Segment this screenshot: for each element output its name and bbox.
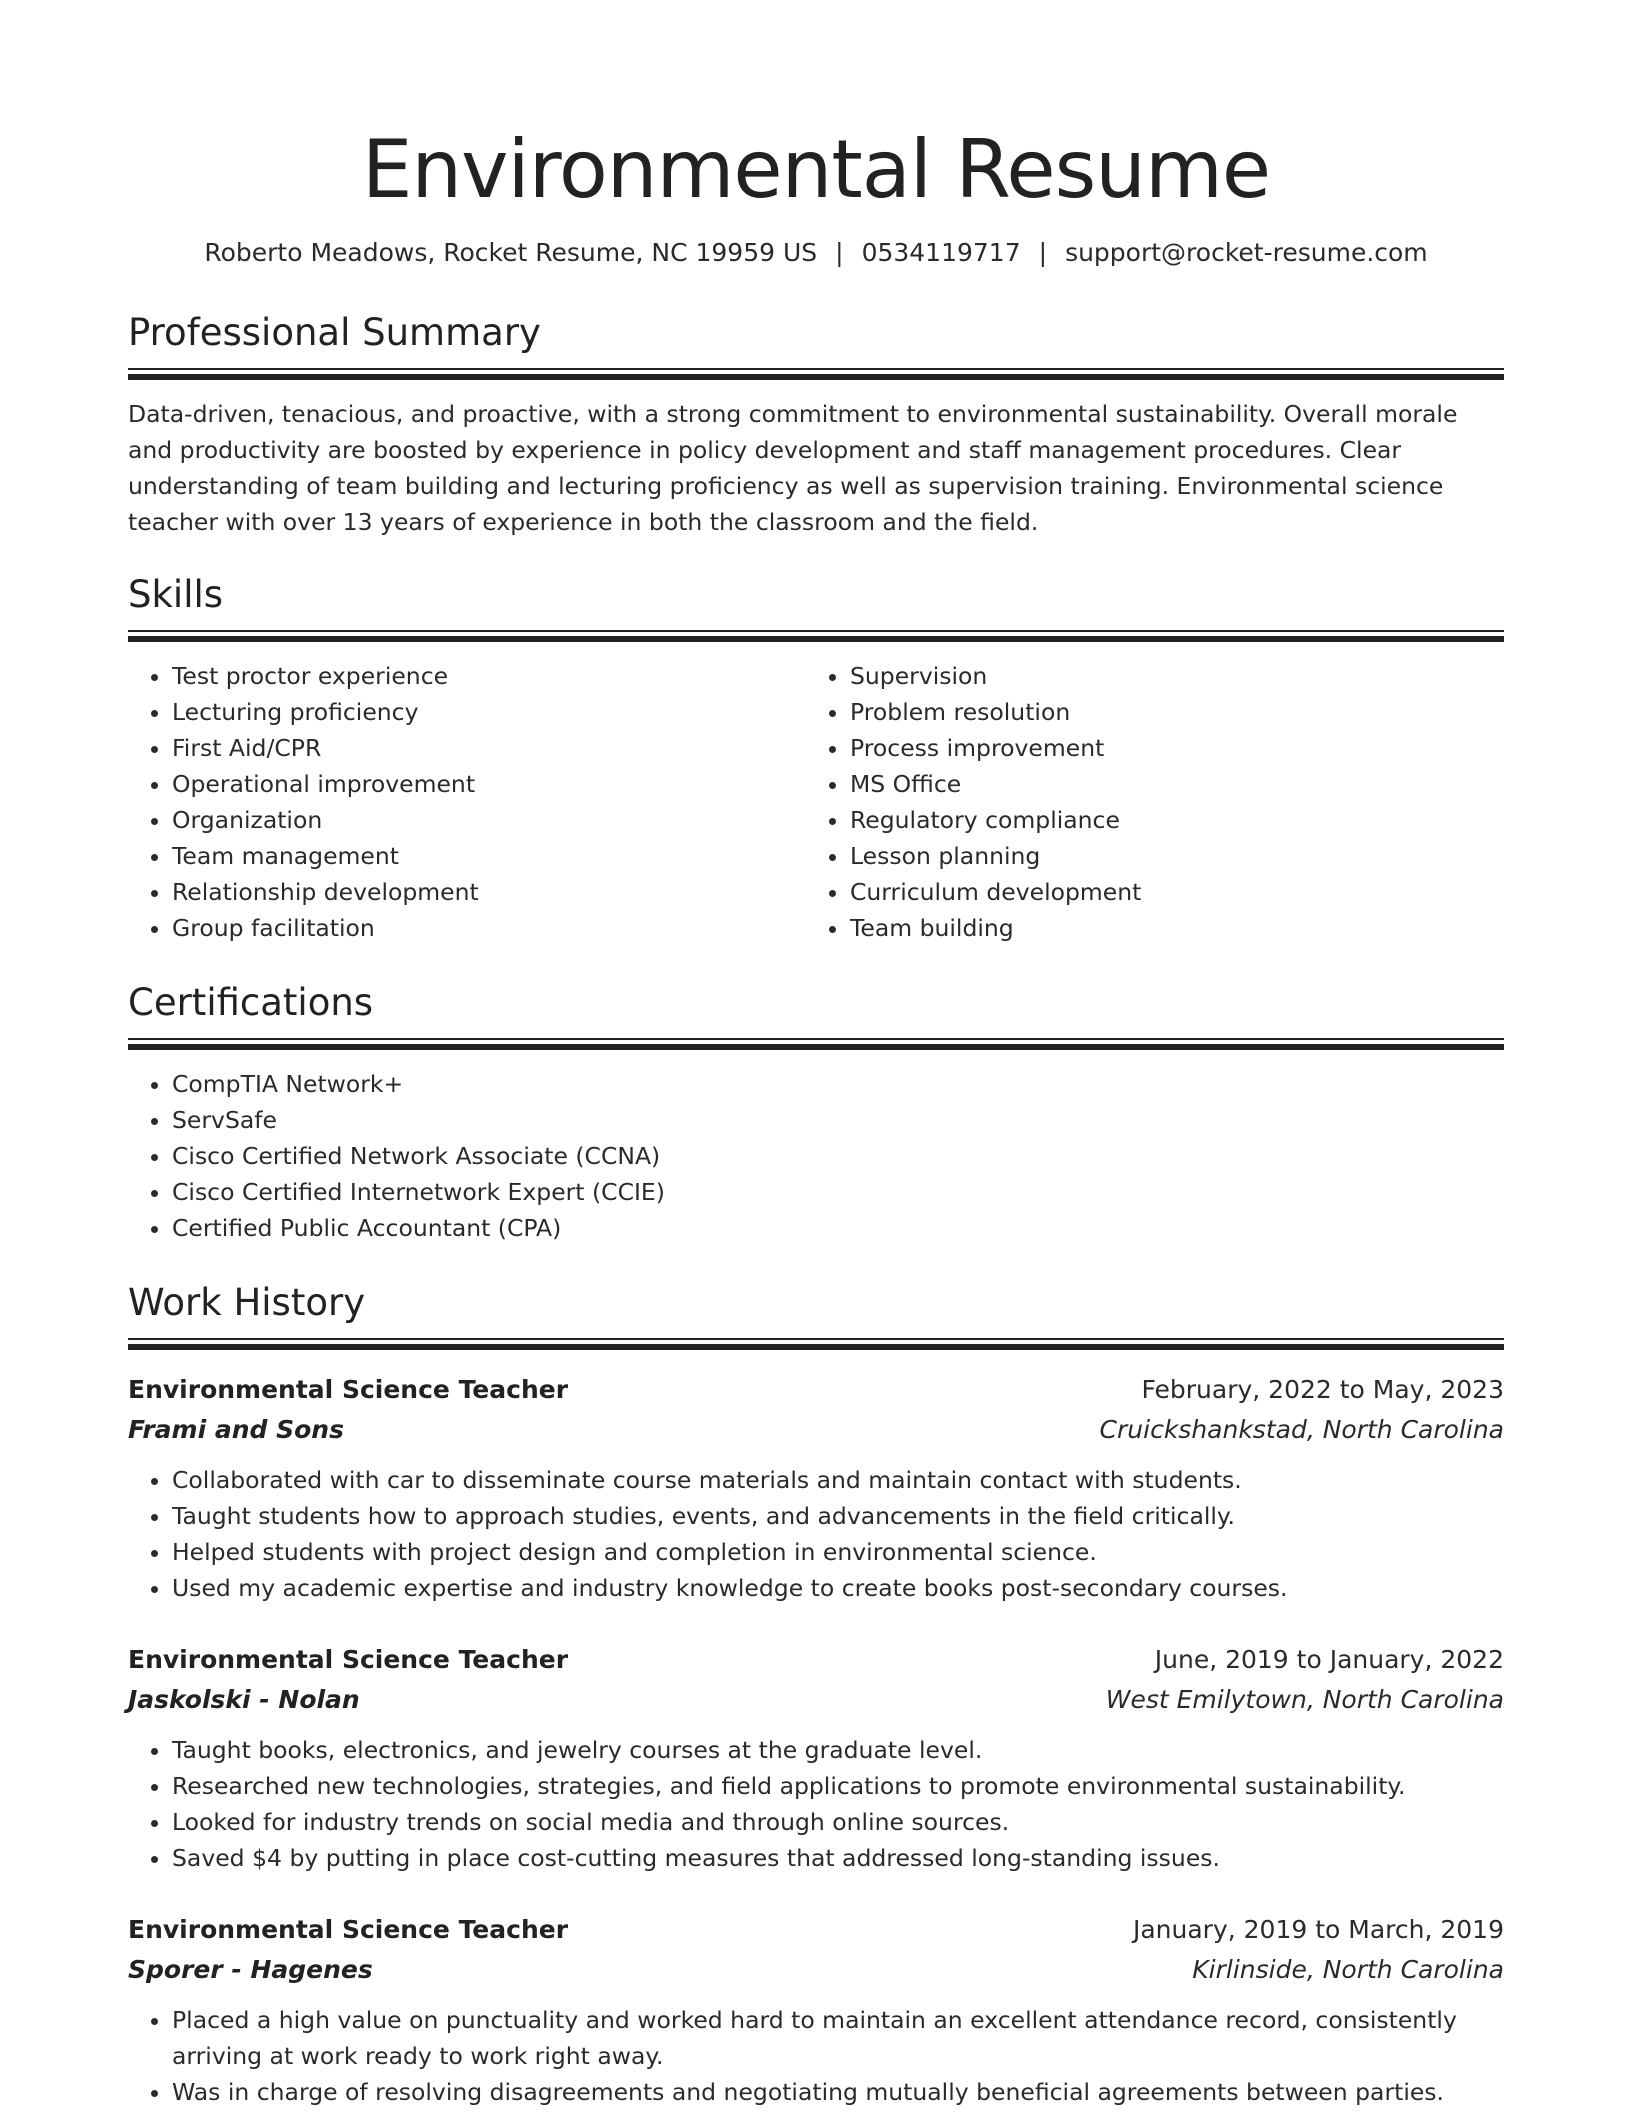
skill-item: • Lecturing proficiency: [172, 694, 806, 730]
job-company: Frami and Sons: [128, 1415, 344, 1444]
skills-list-right: [806, 658, 1484, 946]
job-header: [128, 1640, 1504, 1680]
job-dates: January, 2019 to March, 2019: [1132, 1915, 1504, 1944]
job-location: West Emilytown, North Carolina: [1105, 1685, 1504, 1714]
job-bullet: • Helped students with project design and completion in environmental science.: [172, 1534, 1504, 1570]
job-bullet: • Researched new technologies, strategies, and field applications to promote environmental sustainability.: [172, 1768, 1504, 1804]
skill-item: • First Aid/CPR: [172, 730, 806, 766]
job-location: Cruickshankstad, North Carolina: [1099, 1415, 1504, 1444]
skills-columns: [128, 658, 1504, 946]
section-divider: [128, 1338, 1504, 1352]
skill-item: • Supervision: [850, 658, 1484, 694]
job-bullets: [128, 1462, 1504, 1606]
job-bullet: • Looked for industry trends on social media and through online sources.: [172, 1804, 1504, 1840]
skill-item: • Test proctor experience: [172, 658, 806, 694]
job-bullet: • Taught books, electronics, and jewelry courses at the graduate level.: [172, 1732, 1504, 1768]
resume-title: Environmental Resume: [361, 123, 1271, 216]
job-dates: February, 2022 to May, 2023: [1141, 1375, 1504, 1404]
job-bullet: • Was in charge of resolving disagreements and negotiating mutually beneficial agreements between parties.: [172, 2074, 1504, 2110]
job-title: Environmental Science Teacher: [128, 1645, 569, 1674]
job-company: Jaskolski - Nolan: [128, 1685, 360, 1714]
section-divider: [128, 630, 1504, 644]
skill-item: • Process improvement: [850, 730, 1484, 766]
job-header: [128, 1910, 1504, 1950]
job-header: [128, 1370, 1504, 1410]
job-entry: [128, 1370, 1504, 1606]
skill-item: • Group facilitation: [172, 910, 806, 946]
section-divider: [128, 1038, 1504, 1052]
job-bullet: • Placed a high value on punctuality and worked hard to maintain an excellent attendance record, consistently arriving at work ready to work right away.: [172, 2002, 1504, 2074]
job-bullet: • Saved $4 by putting in place cost-cutting measures that addressed long-standing issues.: [172, 1840, 1504, 1876]
skill-item: • Operational improvement: [172, 766, 806, 802]
skill-item: • Team management: [172, 838, 806, 874]
job-bullets: [128, 1732, 1504, 1876]
summary-text: Data-driven, tenacious, and proactive, with a strong commitment to environmental sustainability. Overall morale and productivity are boosted by experience in policy development and staff management procedures. Clear understanding of team building and lecturing proficiency as well as supervision training. Environmental science teacher with over 13 years of experience in both the classroom and the field.: [128, 400, 1458, 536]
contact-phone: 0534119717: [861, 238, 1021, 267]
contact-separator: |: [1038, 238, 1048, 267]
contact-separator: |: [835, 238, 844, 267]
skill-item: • MS Office: [850, 766, 1484, 802]
job-location: Kirlinside, North Carolina: [1192, 1955, 1504, 1984]
section-divider: [128, 368, 1504, 382]
job-bullet: • Taught students how to approach studies, events, and advancements in the field critically.: [172, 1498, 1504, 1534]
contact-line: [128, 236, 1504, 270]
skill-item: • Curriculum development: [850, 874, 1484, 910]
job-dates: June, 2019 to January, 2022: [1154, 1645, 1504, 1674]
section-heading-certifications: Certifications: [128, 981, 374, 1024]
section-heading-skills: Skills: [128, 573, 224, 616]
job-bullet: • Used my academic expertise and industry knowledge to create books post-secondary courses.: [172, 1570, 1504, 1606]
job-bullet: • Collaborated with car to disseminate course materials and maintain contact with students.: [172, 1462, 1504, 1498]
skill-item: • Regulatory compliance: [850, 802, 1484, 838]
skill-item: • Team building: [850, 910, 1484, 946]
contact-address: Roberto Meadows, Rocket Resume, NC 19959 US: [204, 238, 818, 267]
contact-email: support@rocket-resume.com: [1065, 238, 1428, 267]
skill-item: • Relationship development: [172, 874, 806, 910]
resume-page: [128, 0, 1504, 2110]
job-title: Environmental Science Teacher: [128, 1915, 569, 1944]
skill-item: • Problem resolution: [850, 694, 1484, 730]
job-entry: [128, 1910, 1504, 2110]
job-bullets: [128, 2002, 1504, 2110]
section-heading-work-history: Work History: [128, 1281, 366, 1324]
job-subheader: [128, 1680, 1504, 1720]
section-heading-summary: Professional Summary: [128, 311, 541, 354]
skill-item: • Lesson planning: [850, 838, 1484, 874]
job-title: Environmental Science Teacher: [128, 1375, 569, 1404]
job-subheader: [128, 1950, 1504, 1990]
certifications-list: [128, 1066, 1504, 1246]
skills-list-left: [128, 658, 806, 946]
job-company: Sporer - Hagenes: [128, 1955, 373, 1984]
certification-item: • Certified Public Accountant (CPA): [172, 1210, 1504, 1246]
certification-item: • Cisco Certified Internetwork Expert (CCIE): [172, 1174, 1504, 1210]
skill-item: • Organization: [172, 802, 806, 838]
certification-item: • ServSafe: [172, 1102, 1504, 1138]
job-subheader: [128, 1410, 1504, 1450]
job-entry: [128, 1640, 1504, 1876]
certification-item: • CompTIA Network+: [172, 1066, 1504, 1102]
certification-item: • Cisco Certified Network Associate (CCNA): [172, 1138, 1504, 1174]
